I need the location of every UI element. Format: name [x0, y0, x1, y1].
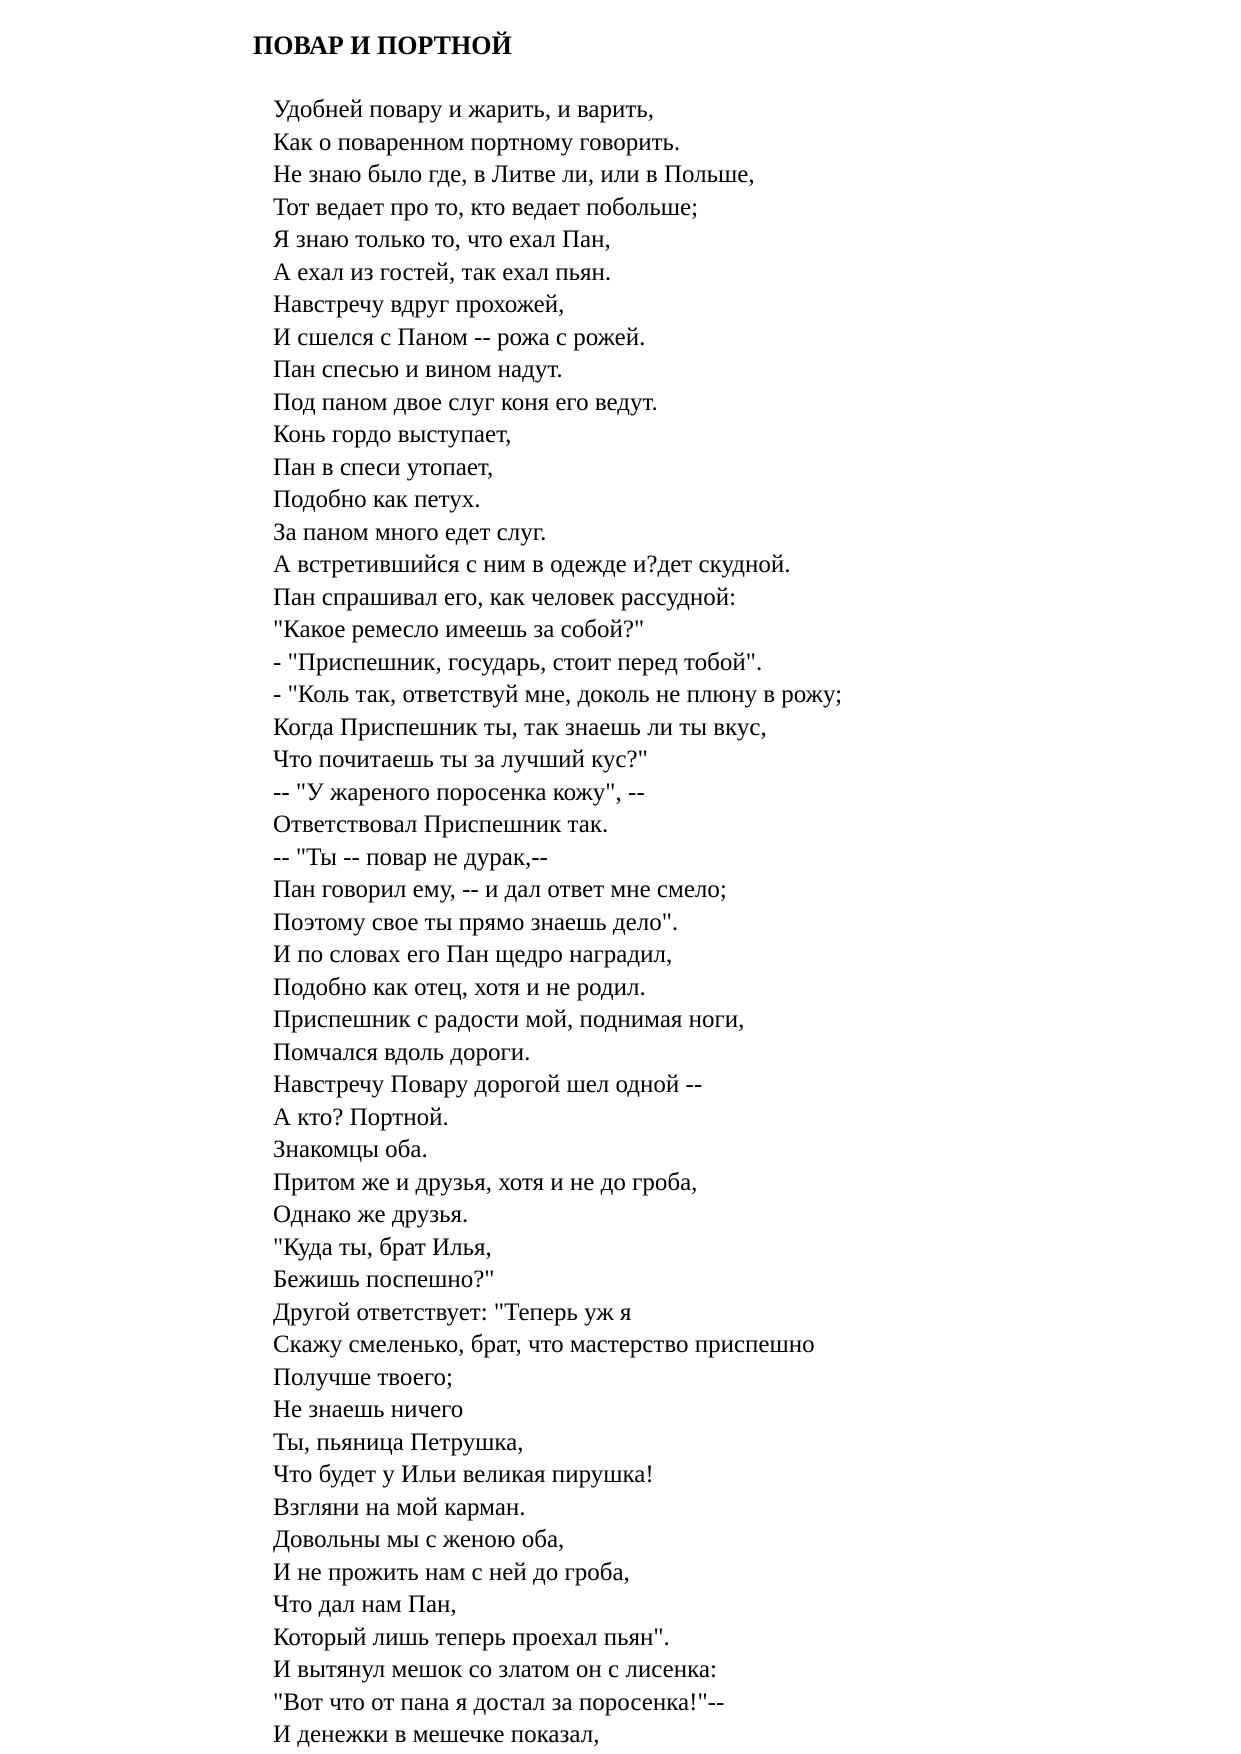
poem-line: Не знаю было где, в Литве ли, или в Польше,	[273, 161, 755, 188]
poem-line: Конь гордо выступает,	[273, 421, 512, 448]
poem-line: Однако же друзья.	[273, 1201, 469, 1228]
page-title: ПОВАР И ПОРТНОЙ	[253, 31, 512, 60]
poem-line: И сшелся с Паном -- рожа с рожей.	[273, 323, 646, 351]
poem-line: Помчался вдоль дороги.	[273, 1038, 531, 1066]
poem-line: Что почитаешь ты за лучший кус?"	[273, 746, 648, 773]
poem-line: "Вот что от пана я достал за поросенка!"--	[273, 1688, 725, 1716]
poem-line: И вытянул мешок со златом он с лисенка:	[273, 1656, 717, 1683]
poem-line: Что будет у Ильи великая пирушка!	[273, 1461, 654, 1488]
poem-line: Подобно как петух.	[273, 486, 481, 513]
poem-line: "Куда ты, брат Илья,	[273, 1233, 492, 1261]
poem-line: "Какое ремесло имеешь за собой?"	[273, 616, 645, 643]
poem-line: Не знаешь ничего	[273, 1396, 464, 1423]
poem-text	[273, 94, 842, 1752]
poem-line: Навстречу Повару дорогой шел одной --	[273, 1071, 703, 1098]
poem-line: И не прожить нам с ней до гроба,	[273, 1558, 630, 1586]
poem-line: Получше твоего;	[273, 1363, 453, 1391]
poem-line: И денежки в мешечке показал,	[273, 1721, 600, 1748]
poem-line: Пан в спеси утопает,	[273, 453, 494, 481]
poem-line: Поэтому свое ты прямо знаешь дело".	[273, 908, 679, 936]
poem-line: Удобней повару и жарить, и варить,	[273, 96, 654, 123]
poem-line: Навстречу вдруг прохожей,	[273, 291, 565, 318]
poem-line: -- "Ты -- повар не дурак,--	[273, 843, 548, 871]
poem-line: За паном много едет слуг.	[273, 518, 547, 546]
poem-line: И по словах его Пан щедро наградил,	[273, 941, 673, 968]
poem-line: Который лишь теперь проехал пьян".	[273, 1623, 670, 1651]
poem-line: Я знаю только то, что ехал Пан,	[273, 226, 611, 253]
poem-line: А ехал из гостей, так ехал пьян.	[273, 258, 612, 286]
poem-line: Как о поваренном портному говорить.	[273, 128, 681, 156]
poem-line: Под паном двое слуг коня его ведут.	[273, 388, 658, 416]
poem-line: -- "У жареного поросенка кожу", --	[273, 778, 645, 806]
poem-line: Довольны мы с женою оба,	[273, 1526, 565, 1553]
poem-line: Когда Приспешник ты, так знаешь ли ты вкус,	[273, 713, 767, 741]
poem-line: Приспешник с радости мой, поднимая ноги,	[273, 1006, 745, 1033]
poem-line: Ты, пьяница Петрушка,	[273, 1428, 524, 1456]
poem-line: Бежишь поспешно?"	[273, 1266, 495, 1293]
poem-line: Скажу смеленько, брат, что мастерство приспешно	[273, 1331, 815, 1358]
poem-line: Ответствовал Приспешник так.	[273, 811, 609, 838]
poem-line: Что дал нам Пан,	[273, 1591, 457, 1618]
poem-line: Подобно как отец, хотя и не родил.	[273, 973, 646, 1001]
poem-line: А встретившийся с ним в одежде и?дет скудной.	[273, 551, 791, 578]
poem-line: Взгляни на мой карман.	[273, 1493, 526, 1521]
poem-line: Тот ведает про то, кто ведает побольше;	[273, 193, 699, 221]
poem-line: Другой ответствует: "Теперь уж я	[273, 1298, 632, 1326]
poem-line: Пан спесью и вином надут.	[273, 356, 563, 383]
poem-line: - "Коль так, ответствуй мне, доколь не плюну в рожу;	[273, 681, 843, 708]
poem-line: Притом же и друзья, хотя и не до гроба,	[273, 1168, 698, 1196]
poem-line: - "Приспешник, государь, стоит перед тобой".	[273, 648, 763, 676]
poem-line: Пан спрашивал его, как человек рассудной:	[273, 583, 737, 611]
poem-line: А кто? Портной.	[273, 1103, 449, 1131]
poem-line: Пан говорил ему, -- и дал ответ мне смело;	[273, 876, 727, 903]
poem-line: Знакомцы оба.	[273, 1136, 428, 1163]
